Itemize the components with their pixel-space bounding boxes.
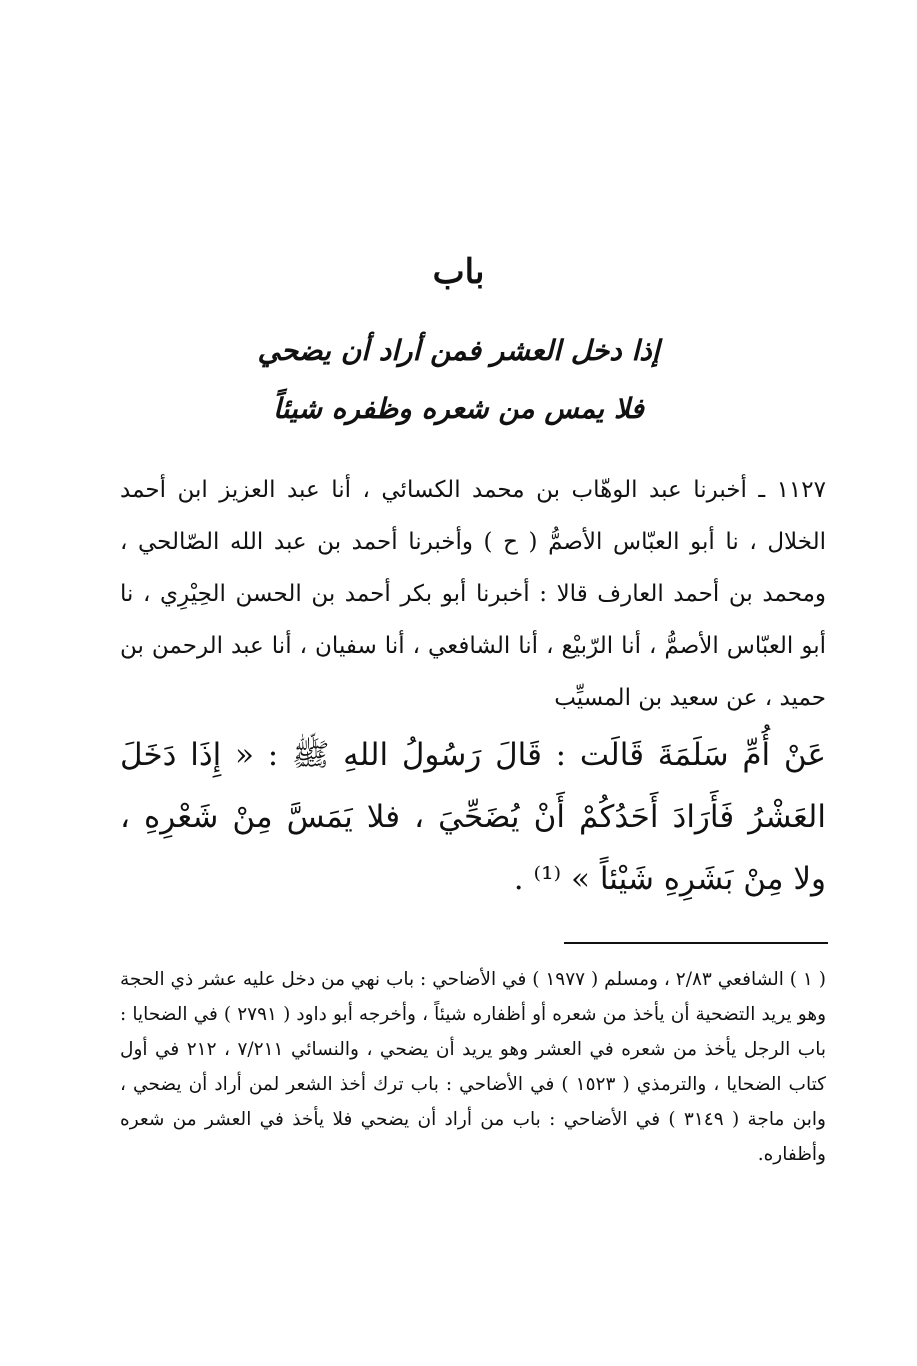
footnote-divider [564,942,828,944]
hadith-isnad: ١١٢٧ ـ أخبرنا عبد الوهّاب بن محمد الكسائي ، أنا عبد العزيز ابن أحمد الخلال ، نا أبو العبّاس الأصمُّ ( ح ) وأخبرنا أحمد بن عبد الله الصّالحي ، ومحمد بن أحمد العارف قالا : أخبرنا أبو بكر أحمد بن الحسن الحِيْرِي ، نا أبو العبّاس الأصمُّ ، أنا الرّبيْع ، أنا الشافعي ، أنا سفيان ، أنا عبد الرحمن بن حميد ، عن سعيد بن المسيِّب [120,477,826,711]
chapter-title-line-2: فلا يمس من شعره وظفره شيئاً [273,392,644,425]
chapter-heading: باب [432,252,485,292]
hadith-text: عَنْ أُمِّ سَلَمَةَ قَالَت : قَالَ رَسُولُ اللهِ ﷺ : « إِذَا دَخَلَ العَشْرُ فَأَرَادَ أَحَدُكُمْ أَنْ يُضَحِّيَ ، فلا يَمَسَّ مِنْ شَعْرِهِ ، ولا مِنْ بَشَرِهِ شَيْئاً » ⁽¹⁾ . [120,737,826,897]
chapter-title-line-1: إذا دخل العشر فمن أراد أن يضحي [257,334,660,367]
footnote: ( ١ ) الشافعي ٢/٨٣ ، ومسلم ( ١٩٧٧ ) في الأضاحي : باب نهي من دخل عليه عشر ذي الحجة وهو يريد التضحية أن يأخذ من شعره أو أظفاره شيئاً ، وأخرجه أبو داود ( ٢٧٩١ ) في الضحايا : باب الرجل يأخذ من شعره في العشر وهو يريد أن يضحي ، والنسائي ٧/٢١١ ، ٢١٢ في أول كتاب الضحايا ، والترمذي ( ١٥٢٣ ) في الأضاحي : باب ترك أخذ الشعر لمن أراد أن يضحي ، وابن ماجة ( ٣١٤٩ ) في الأضاحي : باب من أراد أن يضحي فلا يأخذ في العشر من شعره وأظفاره. [120,969,827,1165]
